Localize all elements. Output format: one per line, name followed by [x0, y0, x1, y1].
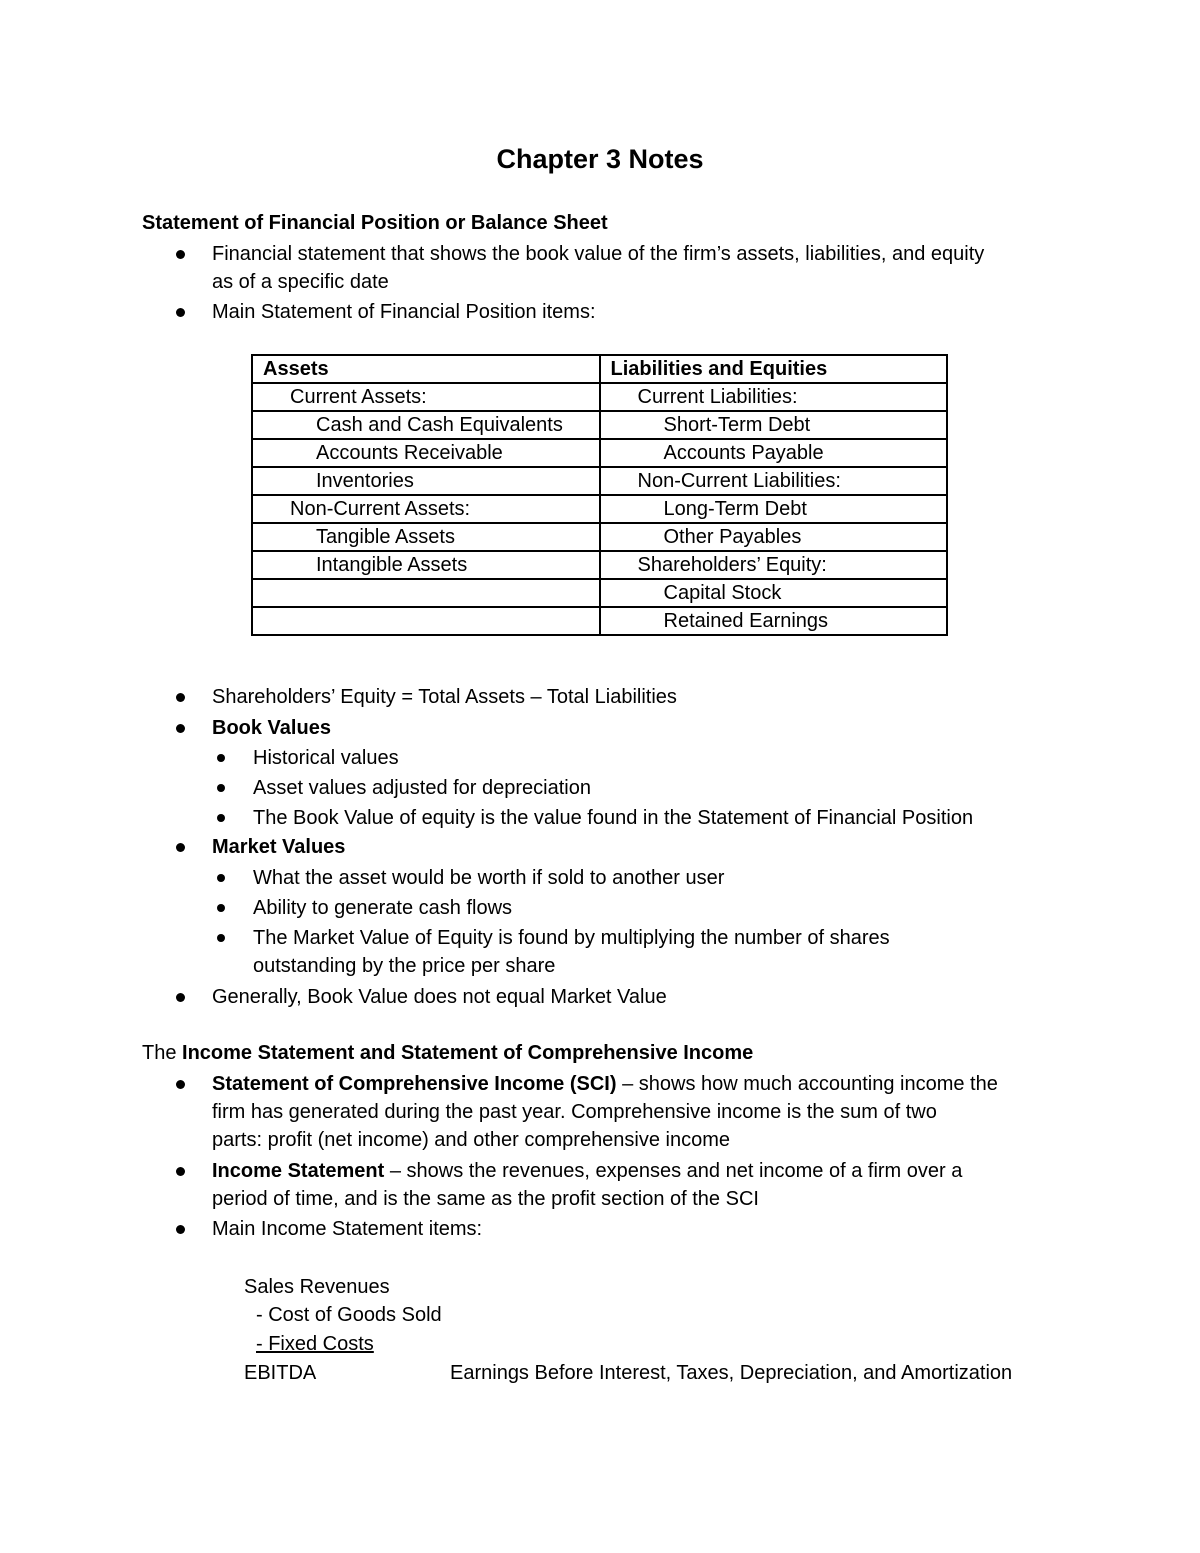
- bullet-icon: [217, 904, 225, 912]
- bullet-icon: [217, 934, 225, 942]
- market-values-item-cont: outstanding by the price per share: [253, 955, 556, 977]
- is-main-items: Main Income Statement items:: [212, 1218, 483, 1240]
- is-desc: – shows the revenues, expenses and net income of a firm over a: [384, 1160, 963, 1182]
- bullet-icon: [176, 250, 185, 259]
- bullet-icon: [176, 993, 185, 1002]
- sci-desc: – shows how much accounting income the: [616, 1073, 998, 1095]
- heading-rest: Income Statement and Statement of Comprehensive Income: [176, 1042, 754, 1064]
- bullet-icon: [217, 874, 225, 882]
- table-cell: Capital Stock: [600, 579, 948, 607]
- header-liabilities-equities: Liabilities and Equities: [600, 355, 948, 383]
- table-cell: Non-Current Liabilities:: [600, 467, 948, 495]
- table-cell: Other Payables: [600, 523, 948, 551]
- sfp-definition-line2: as of a specific date: [212, 271, 389, 293]
- table-cell: [252, 607, 600, 635]
- table-row: [252, 523, 947, 551]
- table-row: [252, 439, 947, 467]
- book-values-item: Historical values: [253, 747, 399, 769]
- table-cell: Shareholders’ Equity:: [600, 551, 948, 579]
- market-values-item: Ability to generate cash flows: [253, 897, 513, 919]
- table-row: [252, 467, 947, 495]
- sci-label: Statement of Comprehensive Income (SCI): [212, 1073, 617, 1095]
- bullet-icon: [176, 1167, 185, 1176]
- table-cell: Cash and Cash Equivalents: [252, 411, 600, 439]
- fixed-costs: - Fixed Costs: [256, 1333, 374, 1355]
- table-row: [252, 411, 947, 439]
- header-assets: Assets: [252, 355, 600, 383]
- bullet-icon: [176, 308, 185, 317]
- table-row: [252, 495, 947, 523]
- table-cell: Non-Current Assets:: [252, 495, 600, 523]
- table-cell: Retained Earnings: [600, 607, 948, 635]
- table-cell: Accounts Receivable: [252, 439, 600, 467]
- table-cell: Short-Term Debt: [600, 411, 948, 439]
- book-values-item: Asset values adjusted for depreciation: [253, 777, 591, 799]
- sales-revenues: Sales Revenues: [244, 1276, 390, 1298]
- book-values-item: The Book Value of equity is the value found in the Statement of Financial Position: [253, 807, 974, 829]
- section-heading-sfp: Statement of Financial Position or Balance Sheet: [142, 212, 608, 234]
- market-values-item: What the asset would be worth if sold to another user: [253, 867, 725, 889]
- balance-sheet-table: [251, 354, 948, 636]
- sci-definition-line2: firm has generated during the past year. Comprehensive income is the sum of two: [212, 1101, 937, 1123]
- bullet-icon: [176, 724, 185, 733]
- sfp-main-items: Main Statement of Financial Position items:: [212, 301, 596, 323]
- table-row: [252, 579, 947, 607]
- bullet-icon: [176, 843, 185, 852]
- bullet-icon: [176, 693, 185, 702]
- market-values-item: The Market Value of Equity is found by multiplying the number of shares: [253, 927, 890, 949]
- table-cell: Inventories: [252, 467, 600, 495]
- bullet-icon: [217, 754, 225, 762]
- table-header-row: [252, 355, 947, 383]
- market-values-label: Market Values: [212, 836, 346, 858]
- table-cell: [252, 579, 600, 607]
- bullet-icon: [176, 1225, 185, 1234]
- table-cell: Intangible Assets: [252, 551, 600, 579]
- ebitda-label: EBITDA: [244, 1362, 317, 1384]
- table-row: [252, 551, 947, 579]
- sci-definition-line1: [212, 1072, 998, 1096]
- equity-formula: Shareholders’ Equity = Total Assets – Total Liabilities: [212, 686, 677, 708]
- page-title: Chapter 3 Notes: [496, 144, 704, 174]
- is-label: Income Statement: [212, 1160, 385, 1182]
- table-cell: Accounts Payable: [600, 439, 948, 467]
- cost-of-goods-sold: - Cost of Goods Sold: [256, 1304, 442, 1326]
- bullet-icon: [176, 1080, 185, 1089]
- book-values-label: Book Values: [212, 717, 331, 739]
- section-heading-income: [142, 1041, 753, 1065]
- sci-definition-line3: parts: profit (net income) and other comprehensive income: [212, 1129, 731, 1151]
- bullet-icon: [217, 814, 225, 822]
- ebitda-definition: Earnings Before Interest, Taxes, Depreciation, and Amortization: [450, 1362, 1013, 1384]
- heading-prefix: The: [142, 1042, 177, 1064]
- table-row: [252, 383, 947, 411]
- table-cell: Current Liabilities:: [600, 383, 948, 411]
- is-definition-line2: period of time, and is the same as the profit section of the SCI: [212, 1188, 759, 1210]
- sfp-definition-line1: Financial statement that shows the book value of the firm’s assets, liabilities, and equity: [212, 243, 985, 265]
- is-definition-line1: [212, 1159, 962, 1183]
- table-cell: Tangible Assets: [252, 523, 600, 551]
- table-row: [252, 607, 947, 635]
- table-cell: Current Assets:: [252, 383, 600, 411]
- book-vs-market-note: Generally, Book Value does not equal Market Value: [212, 986, 667, 1008]
- bullet-icon: [217, 784, 225, 792]
- table-cell: Long-Term Debt: [600, 495, 948, 523]
